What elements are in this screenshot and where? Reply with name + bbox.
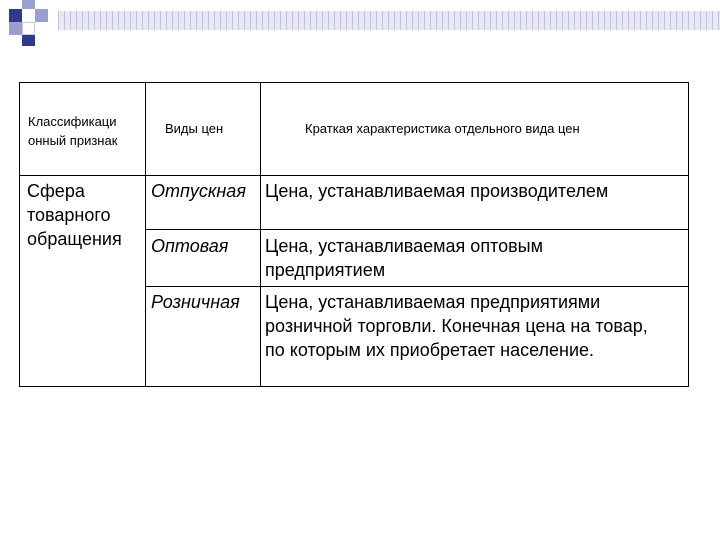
header-classification: Классификаци онный признак <box>28 114 118 148</box>
row-divider <box>145 286 688 287</box>
deco-square <box>22 35 35 46</box>
description-wholesale: Цена, устанавливаемая оптовым предприятием <box>265 236 543 280</box>
row-divider <box>145 229 688 230</box>
row-divider <box>20 175 688 176</box>
header-description: Краткая характеристика отдельного вида цен <box>305 121 580 136</box>
deco-square <box>9 22 22 35</box>
category-label: Сфера товарного обращения <box>27 181 122 249</box>
deco-square <box>35 9 48 22</box>
price-type-wholesale-producer: Отпускная <box>151 181 246 201</box>
column-divider <box>260 83 261 386</box>
deco-square <box>9 9 22 22</box>
price-type-wholesale: Оптовая <box>151 236 229 256</box>
description-retail: Цена, устанавливаемая предприятиями розничной торговли. Конечная цена на товар, по которым их приобретает население. <box>265 292 648 360</box>
header-price-types: Виды цен <box>165 121 224 136</box>
deco-square <box>22 0 35 9</box>
description-producer: Цена, устанавливаемая производителем <box>265 181 609 201</box>
price-classification-table <box>19 82 689 387</box>
deco-stripe-band <box>58 11 720 30</box>
column-divider <box>145 83 146 386</box>
deco-square <box>22 22 35 35</box>
header-decoration <box>0 0 720 50</box>
price-type-retail: Розничная <box>151 292 240 312</box>
